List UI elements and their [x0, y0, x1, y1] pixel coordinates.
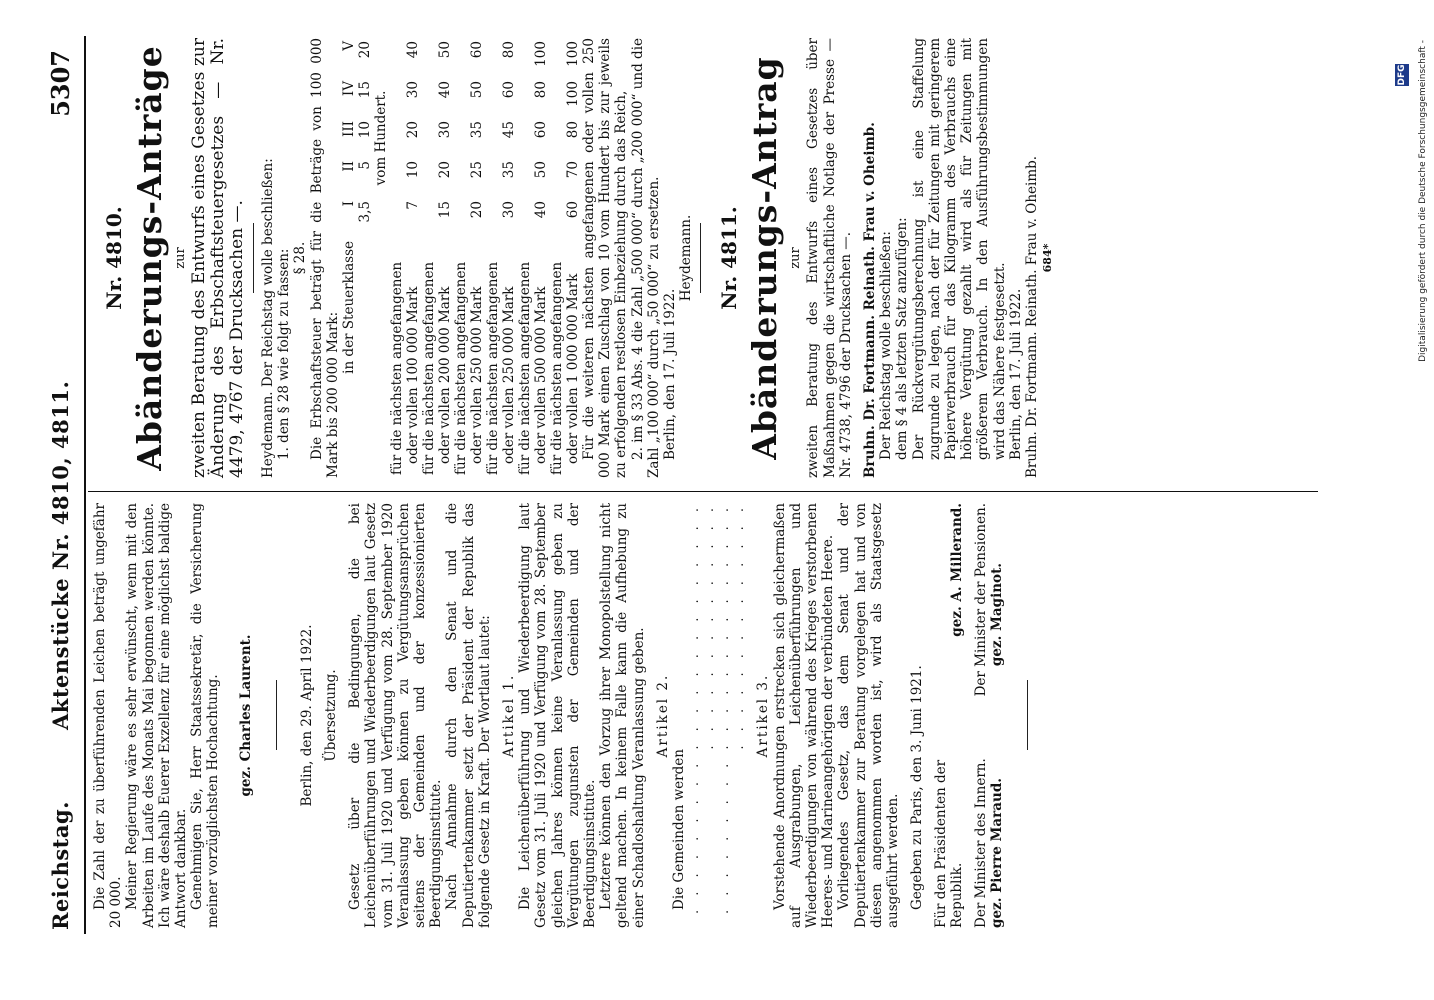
paragraph: Nach Annahme durch den Senat und die Deputiertenkammer setzt der Präsident der Republik das folgende Gesetz in Kraft. Der Wortlaut lautet:: [444, 503, 493, 928]
table-cell: 70: [565, 161, 582, 179]
signatures: Bruhn. Dr. Fortmann. Reinath. Frau v. Oheimb.: [1024, 155, 1041, 478]
motion-item: 2. im § 33 Abs. 4 die Zahl „500 000“ durch „200 000“ und die Zahl „100 000“ durch „50 000“ zu ersetzen.: [629, 38, 662, 478]
president-label: Für den Präsidenten der Republik.: [933, 759, 966, 928]
signature-row: [973, 503, 989, 928]
zur-label: zur: [788, 247, 804, 269]
paragraph: Die Gemeinden werden: [671, 749, 688, 910]
table-cell: 100: [565, 81, 582, 107]
table-cell: 10: [357, 121, 374, 139]
table-cell: 50: [437, 41, 454, 59]
quoted-text: Der Rückvergütungsberechnung ist eine Staffelung zugrunde zu legen, nach der für Zeitungen mit geringerem Papierverbrauch für das Kilogramm des Verbrauchs eine höhere Vergütung gezahlt wird als für Zeitungen mit größerem Verbrauch. In den Ausführungsbestimmungen wird das Nähere festgesetzt.: [910, 38, 1008, 460]
paragraph: Die Leichenüberführung und Wiederbeerdigung laut Gesetz vom 31. Juli 1920 und Verfügung vom 28. September gleichen Jahres können keine Veranlassung geben zu Vergütungen zugunsten der Gemeinden und der Beerdigungsinstitute.: [517, 503, 599, 928]
table-cell: 20: [437, 161, 454, 179]
row-label: für die nächsten angefangenen: [517, 261, 534, 475]
paragraph: Vorstehende Anordnungen erstrecken sich gleichermaßen auf Ausgrabungen, Leichenüberführungen und Wiederbeerdigungen von während des Krieges verstorbenen Heeres- und Marineangehörigen der verbündeten Heere.: [771, 503, 837, 928]
motion-item: 1. den § 28 wie folgt zu fassen:: [276, 248, 293, 460]
table-cell: 15: [357, 81, 374, 99]
proposers: Bruhn. Dr. Fortmann. Reinath. Frau v. Oheimb.: [862, 122, 879, 478]
table-cell: 7: [405, 201, 422, 210]
digitization-note: Digitalisierung gefördert durch die Deutsche Forschungsgemeinschaft -: [1418, 40, 1428, 362]
paragraph: Für die weiteren nächsten angefangenen oder vollen 250 000 Mark einen Zuschlag von 10 vom Hundert bis zur jeweils zu erfolgenden restlosen Einbeziehung durch das Reich,: [581, 38, 630, 478]
motion-item: dem § 4 als letzten Satz anzufügen:: [894, 217, 911, 460]
table-cell: 40: [437, 81, 454, 99]
signature: gez. Charles Laurent.: [237, 634, 254, 797]
motion-intro: Der Reichstag wolle beschließen:: [878, 231, 895, 460]
zur-label: zur: [173, 247, 188, 269]
sheet-mark: 684*: [1041, 243, 1055, 273]
interior-label: Der Minister des Innern.: [973, 758, 990, 928]
table-row: [501, 38, 517, 478]
row-label: oder vollen 200 000 Mark: [437, 286, 454, 464]
dfg-logo: DFG: [1397, 64, 1407, 86]
row-label: oder vollen 1 000 000 Mark: [565, 273, 582, 464]
row-label: für die nächsten angefangenen: [549, 261, 566, 475]
place-date: Berlin, den 29. April 1922.: [298, 624, 315, 807]
column-divider: [88, 491, 1318, 492]
place-date: Berlin, den 17. Juli 1922.: [662, 288, 679, 460]
interior-signature: gez. Pierre Maraud.: [989, 778, 1006, 928]
row-label: für die nächsten angefangenen: [453, 261, 470, 475]
table-row: [485, 38, 501, 478]
table-cell: 20: [357, 41, 374, 59]
table-cell: 60: [469, 41, 486, 59]
class-label: in der Steuerklasse: [341, 241, 358, 374]
table-header: III: [341, 121, 358, 137]
table-row: [453, 38, 469, 478]
table-cell: 30: [405, 81, 422, 99]
signature-row: [989, 503, 1005, 928]
article-title: Artikel 1.: [501, 673, 518, 758]
row-label: oder vollen 250 000 Mark: [501, 286, 518, 464]
table-cell: 60: [533, 121, 550, 139]
table-header: V: [341, 41, 358, 51]
table-cell: 20: [469, 201, 486, 219]
table-cell: 45: [501, 121, 518, 139]
table-row: [533, 38, 549, 478]
table-cell: 50: [533, 161, 550, 179]
page-number: 5307: [46, 50, 75, 117]
table-cell: 80: [565, 121, 582, 139]
left-column: [92, 503, 1034, 928]
divider: [1027, 681, 1028, 751]
table-row: [549, 38, 565, 478]
table-cell: 30: [437, 121, 454, 139]
table-header: IV: [341, 81, 358, 97]
row-label: oder vollen 250 000 Mark: [469, 286, 486, 464]
paragraph: Die Erbschaftsteuer beträgt für die Beträge von 100 000 Mark bis 200 000 Mark:: [308, 38, 341, 478]
table-row: [469, 38, 485, 478]
table-cell: 60: [565, 201, 582, 219]
article-title: Artikel 2.: [654, 673, 671, 758]
table-cell: 80: [501, 41, 518, 59]
row-label: für die nächsten angefangenen: [485, 261, 502, 475]
table-cell: 3,5: [357, 201, 374, 223]
table-cell: 5: [357, 161, 374, 170]
signature: Heydemann.: [678, 214, 695, 302]
document-title: Abänderungs-Antrag: [745, 56, 785, 460]
lead-text: zweiten Beratung des Entwurfs eines Gesetzes zur Änderung des Erbschaftsteuergesetzes — Nr. 4479, 4767 der Drucksachen —.: [189, 38, 247, 478]
table-header: I: [341, 201, 358, 207]
row-label: für die nächsten angefangenen: [389, 261, 406, 475]
table-row: [437, 38, 453, 478]
header-left: Reichstag.: [48, 801, 73, 930]
table-row: [341, 38, 357, 478]
place-date: Berlin, den 17. Juli 1922.: [1007, 288, 1024, 460]
table-row: [357, 38, 373, 478]
motion-intro: Heydemann. Der Reichstag wolle beschließen:: [260, 158, 276, 478]
tax-rate-table: [341, 38, 581, 478]
right-column: [92, 38, 1056, 478]
page-header: [42, 50, 78, 930]
table-cell: 40: [533, 201, 550, 219]
table-cell: 10: [405, 161, 422, 179]
table-cell: 100: [533, 41, 550, 67]
header-rule: [84, 36, 86, 934]
divider: [276, 681, 277, 751]
ellipsis-dots: . . . . . . . . . . . . . . . . . . . . . . . . . . . . . . . . . . . . .: [687, 503, 718, 914]
document-number: Nr. 4811.: [717, 206, 742, 310]
table-cell: 50: [469, 81, 486, 99]
pensions-signature: gez. Maginot.: [989, 563, 1006, 667]
pensions-label: Der Minister der Pensionen.: [973, 503, 990, 697]
table-cell: 20: [405, 121, 422, 139]
lead-text: zweiten Beratung des Entwurfs eines Gesetzes über Maßnahmen gegen die wirtschaftliche Notlage der Presse — Nr. 4738, 4796 der Drucksachen —.: [805, 38, 854, 478]
divider: [700, 223, 701, 293]
paragraph: Letztere können den Vorzug ihrer Monopolstellung nicht geltend machen. In keinem Falle kann die Aufhebung zu einer Schadloshaltung Veranlassung geben.: [598, 503, 647, 928]
article-title: Artikel 3.: [755, 673, 772, 758]
header-center: Aktenstücke Nr. 4810, 4811.: [48, 380, 73, 730]
given-at: Gegeben zu Paris, den 3. Juni 1921.: [909, 665, 926, 910]
paragraph: Genehmigen Sie, Herr Staatssekretär, die Versicherung meiner vorzüglichsten Hochachtung.: [189, 503, 222, 928]
table-header: II: [341, 161, 358, 172]
table-row: [421, 38, 437, 478]
table-cell: 40: [405, 41, 422, 59]
table-cell: 15: [437, 201, 454, 219]
paragraph-title: § 28.: [292, 241, 309, 275]
signature-row: [933, 503, 965, 928]
table-cell: 35: [501, 161, 518, 179]
row-label: für die nächsten angefangenen: [421, 261, 438, 475]
unit-label: vom Hundert.: [373, 90, 390, 186]
table-row: [517, 38, 533, 478]
table-cell: 60: [501, 81, 518, 99]
document-number: Nr. 4810.: [102, 206, 126, 310]
translation-heading: Übersetzung.: [323, 669, 340, 762]
divider: [253, 223, 254, 293]
table-cell: 30: [501, 201, 518, 219]
table-row: [389, 38, 405, 478]
paragraph: Gesetz über die Bedingungen, die bei Leichenüberführungen und Wiederbeerdigungen laut Gesetz vom 31. Juli 1920 und Verfügung vom 28. September 1920 Veranlassung geben können zu Vergütungsansprüchen seitens der Gemeinden und der konzessionierten Beerdigungsinstitute.: [347, 503, 445, 928]
document-title: Abänderungs-Anträge: [130, 45, 169, 471]
table-row: [565, 38, 581, 478]
row-label: oder vollen 500 000 Mark: [533, 286, 550, 464]
president-signature: gez. A. Millerand.: [949, 503, 966, 637]
table-cell: 100: [565, 41, 582, 67]
paragraph: Die Zahl der zu überführenden Leichen beträgt ungefähr 20 000.: [92, 503, 125, 928]
table-cell: 80: [533, 81, 550, 99]
paragraph: Meiner Regierung wäre es sehr erwünscht, wenn mit den Arbeiten im Laufe des Monats Mai begonnen werden könnte. Ich wäre deshalb Euerer Exzellenz für eine möglichst baldige Antwort dankbar.: [124, 503, 190, 928]
row-label: oder vollen 100 000 Mark: [405, 286, 422, 464]
paragraph: Vorliegendes Gesetz, das dem Senat und der Deputiertenkammer zur Beratung vorgelegen hat und von diesen angenommen worden ist, wird als Staatsgesetz ausgeführt werden.: [836, 503, 901, 928]
table-cell: 25: [469, 161, 486, 179]
table-cell: 35: [469, 121, 486, 139]
table-row: [405, 38, 421, 478]
ellipsis-dots: . . . . . . . . . . . . . . . . . . . . . . . . . . . . . . . . . . . . .: [717, 503, 748, 914]
